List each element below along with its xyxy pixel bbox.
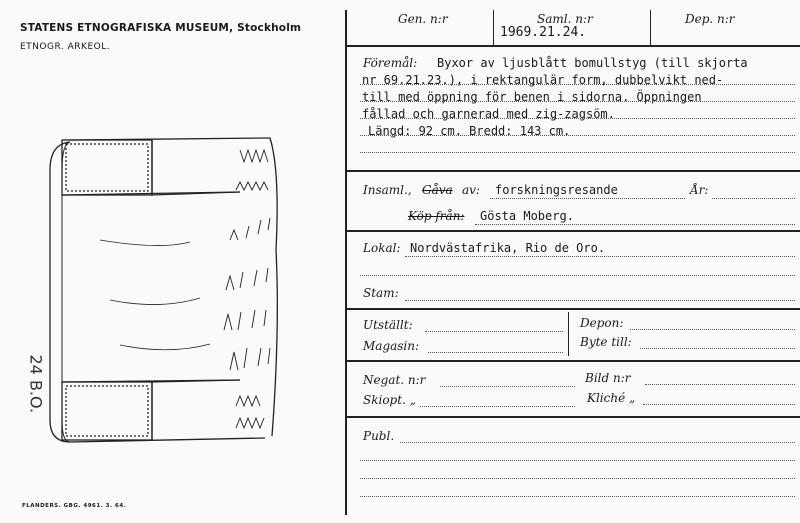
ar-label: År:: [690, 183, 709, 197]
header-divider: [345, 45, 800, 47]
stam-rule: [405, 300, 795, 301]
kop-fran-label: Köp från:: [408, 209, 465, 223]
foremal-rule: [360, 101, 795, 102]
handwritten-note: 24 B.O.: [26, 354, 46, 414]
foremal-divider: [345, 170, 800, 172]
foremal-rule: [360, 152, 795, 153]
foremal-label: Föremål:: [363, 56, 418, 70]
publ-rule-3: [360, 478, 795, 479]
negat-divider: [345, 416, 800, 418]
bild-label: Bild n:r: [585, 371, 631, 385]
insaml-value: forskningsresande: [495, 183, 618, 197]
lokal-value: Nordvästafrika, Rio de Oro.: [410, 241, 606, 255]
skiopt-rule: [420, 406, 575, 407]
lokal-label: Lokal:: [363, 241, 401, 255]
utstallt-divider: [345, 360, 800, 362]
negat-label: Negat. n:r: [363, 373, 426, 387]
gen-label: Gen. n:r: [398, 12, 448, 26]
dep-label: Dep. n:r: [685, 12, 735, 26]
department-label: ETNOGR. ARKEOL.: [20, 42, 111, 52]
lokal-rule-2: [360, 275, 795, 276]
stam-label: Stam:: [363, 286, 399, 300]
kop-value: Gösta Moberg.: [480, 209, 574, 223]
foremal-line-3: till med öppning för benen i sidorna. Öppningen: [362, 90, 702, 104]
magasin-label: Magasin:: [363, 339, 420, 353]
foremal-rule: [360, 135, 795, 136]
kliche-rule: [643, 404, 795, 405]
card-left-border: [345, 10, 347, 515]
foremal-line-2: nr 69.21.23.), i rektangulär form, dubbelvikt ned-: [362, 73, 724, 87]
byte-till-rule: [640, 348, 795, 349]
saml-value: 1969.21.24.: [500, 25, 587, 40]
foremal-rule: [360, 118, 795, 119]
gen-saml-divider: [493, 10, 494, 46]
av-label: av:: [462, 183, 480, 197]
museum-name: STATENS ETNOGRAFISKA MUSEUM, Stockholm: [20, 22, 302, 34]
foremal-line-5: Längd: 92 cm. Bredd: 143 cm.: [368, 124, 571, 138]
kop-rule: [475, 224, 795, 225]
kliche-label: Kliché „: [587, 391, 636, 405]
foremal-line-4: fållad och garnerad med zig-zagsöm.: [362, 107, 615, 121]
utstallt-depon-divider: [568, 312, 569, 356]
publ-rule-4: [360, 496, 795, 497]
saml-label: Saml. n:r: [537, 12, 593, 26]
foremal-rule: [360, 84, 795, 85]
depon-label: Depon:: [580, 316, 624, 330]
skiopt-label: Skiopt. „: [363, 393, 416, 407]
publ-label: Publ.: [363, 429, 395, 443]
insaml-label: Insaml.,: [363, 183, 412, 197]
print-footer: FLANDERS. GBG. 4961. 3. 64.: [22, 503, 127, 509]
foremal-line-1: Byxor av ljusblått bomullstyg (till skjorta: [437, 56, 748, 70]
stam-divider: [345, 308, 800, 310]
saml-dep-divider: [650, 10, 651, 46]
byte-till-label: Byte till:: [580, 335, 632, 349]
gava-label: Gåva: [422, 183, 453, 197]
magasin-rule: [428, 352, 563, 353]
publ-rule-2: [360, 460, 795, 461]
bild-rule: [645, 384, 795, 385]
negat-rule: [440, 386, 575, 387]
utstallt-label: Utställt:: [363, 318, 413, 332]
depon-rule: [630, 329, 795, 330]
ar-rule: [712, 198, 795, 199]
trousers-drawing: [40, 130, 290, 450]
publ-rule: [400, 442, 795, 443]
insaml-divider: [345, 230, 800, 232]
utstallt-rule: [425, 331, 563, 332]
lokal-rule: [405, 256, 795, 257]
insaml-rule: [490, 198, 685, 199]
